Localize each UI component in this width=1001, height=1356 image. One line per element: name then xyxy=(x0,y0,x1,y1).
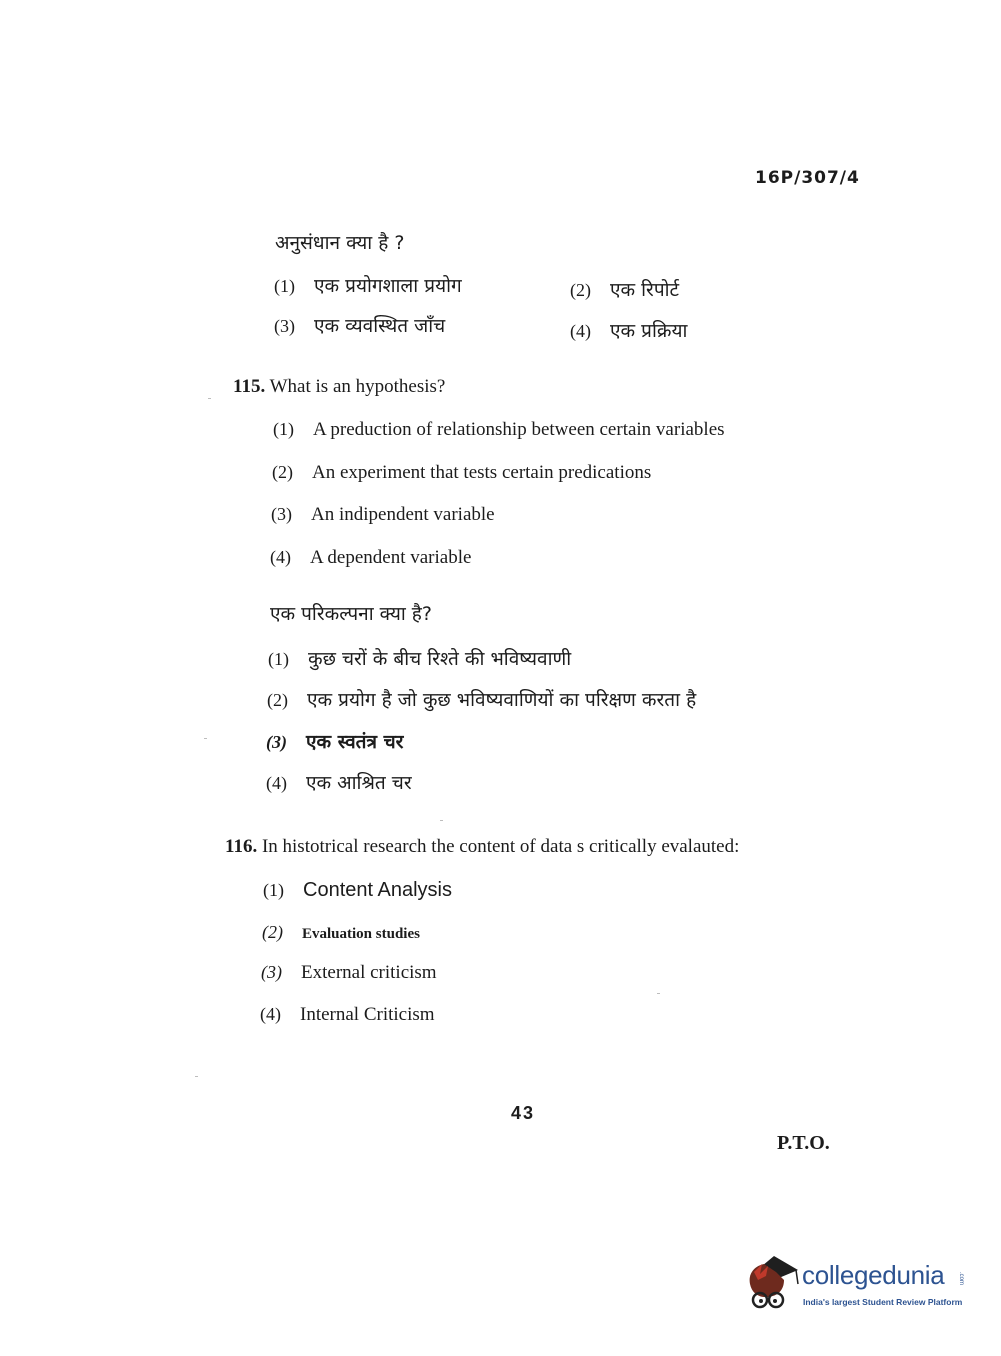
option-number: (2) xyxy=(267,690,288,710)
q114-hindi-option-3 xyxy=(274,312,445,338)
option-number: (3) xyxy=(266,732,287,752)
option-number: (1) xyxy=(263,880,284,900)
question-number: 115. xyxy=(233,376,266,397)
q114-hindi-option-1 xyxy=(274,272,462,298)
option-text: A dependent variable xyxy=(310,547,472,568)
option-text: एक प्रयोग है जो कुछ भविष्यवाणियों का परिक्षण करता है xyxy=(307,689,697,711)
page-number: 43 xyxy=(511,1103,536,1123)
option-number: (4) xyxy=(570,321,591,341)
option-number: (1) xyxy=(274,276,295,296)
logo-tagline: India's largest Student Review Platform xyxy=(803,1297,963,1307)
option-text: एक प्रयोगशाला प्रयोग xyxy=(314,275,462,297)
q114-hindi-question: अनुसंधान क्या है ? xyxy=(275,232,405,254)
q115-hindi-option-4 xyxy=(266,769,412,795)
scan-speck xyxy=(195,1076,198,1077)
option-text: An experiment that tests certain predications xyxy=(312,462,652,483)
q114-hindi-option-2 xyxy=(570,276,679,302)
option-text: एक रिपोर्ट xyxy=(610,279,680,301)
q115-option-3 xyxy=(271,504,495,526)
q114-hindi-option-4 xyxy=(570,317,687,343)
paper-code: 16P/307/4 xyxy=(755,168,860,188)
option-text: कुछ चरों के बीच रिश्ते की भविष्यवाणी xyxy=(308,648,572,670)
q116-option-4 xyxy=(260,1004,435,1026)
option-number: (3) xyxy=(274,316,295,336)
q116-question xyxy=(225,836,739,858)
q115-option-2 xyxy=(272,462,651,484)
option-number: (3) xyxy=(271,504,292,524)
option-text: एक आश्रित चर xyxy=(306,772,412,794)
scan-speck xyxy=(657,993,660,994)
logo-com: .com xyxy=(958,1272,964,1286)
option-number: (1) xyxy=(268,649,289,669)
option-text: एक प्रक्रिया xyxy=(610,320,688,342)
option-number: (2) xyxy=(262,922,283,942)
pto-label: P.T.O. xyxy=(777,1132,830,1154)
option-number: (2) xyxy=(272,462,293,482)
option-number: (4) xyxy=(270,547,291,567)
q115-option-1 xyxy=(273,419,725,441)
q116-option-1 xyxy=(263,879,452,902)
q115-hindi-option-2 xyxy=(267,686,696,712)
question-text: What is an hypothesis? xyxy=(269,376,446,397)
question-text: In histotrical research the content of data s critically evalauted: xyxy=(261,836,740,857)
option-number: (1) xyxy=(273,419,294,439)
option-text: एक व्यवस्थित जाँच xyxy=(314,315,446,337)
mascot-icon xyxy=(744,1250,802,1316)
option-text: एक स्वतंत्र चर xyxy=(306,731,404,753)
collegedunia-logo xyxy=(744,1250,969,1320)
option-text: A preduction of relationship between certain variables xyxy=(313,419,725,440)
option-text: Evaluation studies xyxy=(302,926,420,942)
question-number: 116. xyxy=(225,836,258,857)
logo-name: collegedunia xyxy=(802,1260,945,1290)
scan-speck xyxy=(440,820,443,821)
q115-option-4 xyxy=(270,547,471,569)
option-text: External criticism xyxy=(301,962,437,983)
option-text: An indipendent variable xyxy=(311,504,495,525)
q115-hindi-option-1 xyxy=(268,645,571,671)
q116-option-2 xyxy=(262,922,420,943)
option-text: Internal Criticism xyxy=(300,1004,435,1025)
scan-speck xyxy=(204,738,207,739)
option-number: (4) xyxy=(266,773,287,793)
option-text: Content Analysis xyxy=(303,879,452,901)
q115-hindi-question: एक परिकल्पना क्या है? xyxy=(270,603,432,625)
scan-speck xyxy=(208,398,211,399)
q116-option-3 xyxy=(261,962,437,984)
option-number: (4) xyxy=(260,1004,281,1024)
q115-hindi-option-3 xyxy=(266,728,403,754)
option-number: (3) xyxy=(261,962,282,982)
q115-question xyxy=(233,376,445,398)
option-number: (2) xyxy=(570,280,591,300)
